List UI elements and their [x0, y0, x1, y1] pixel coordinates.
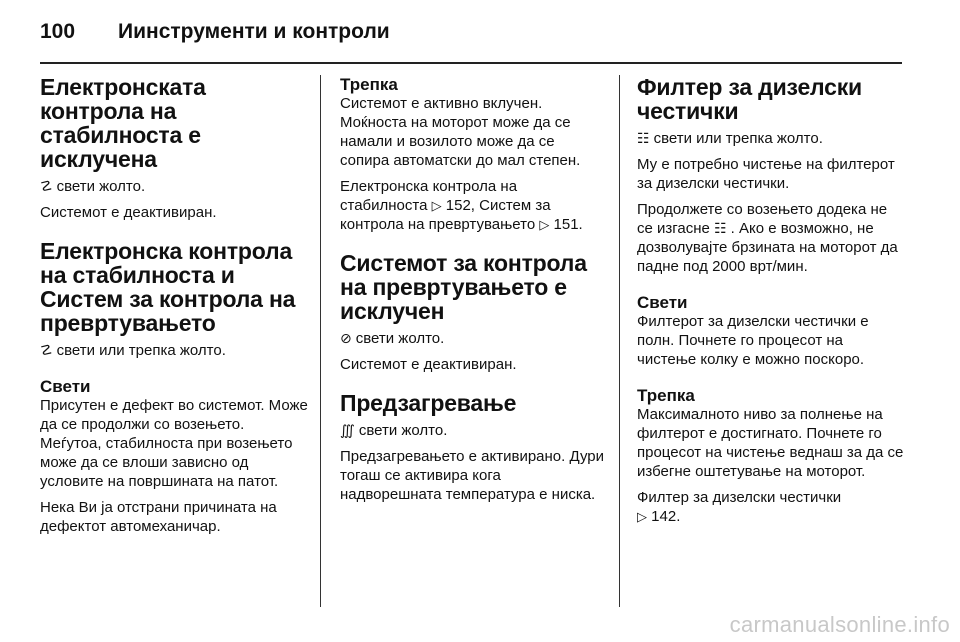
- chapter-title: Иинструменти и контроли: [118, 20, 390, 43]
- esc-off-icon: ☡: [40, 178, 53, 194]
- page-number: 100: [40, 20, 76, 43]
- dpf-max-desc: Максималното ниво за полнење на филтерот е достигнато. Почнете го процесот на чистење веднаш за да се избегне оштетување на моторот.: [637, 406, 904, 480]
- section-title-esc-off: Електронската контрола на стабилноста е исклучена: [40, 74, 206, 172]
- preheat-coil-icon: ∭: [340, 422, 355, 438]
- column-1: [40, 75, 308, 543]
- subheading-flashing: Трепка: [340, 75, 398, 94]
- subheading-flashing: Трепка: [637, 386, 695, 405]
- column-2: [340, 75, 606, 511]
- preheat-status: ∭ свети жолто.: [340, 422, 448, 439]
- page-reference-arrow-icon: ▷: [539, 217, 550, 232]
- subheading-on: Свети: [40, 377, 91, 396]
- esc-status: ☡ свети или трепка жолто.: [40, 342, 226, 359]
- rollover-off-status: ⊘ свети жолто.: [340, 330, 445, 347]
- cross-reference: Електронска контрола на стабилноста ▷ 152, Систем за контрола на превртувањето ▷ 151.: [340, 178, 583, 233]
- column-divider-1: [320, 75, 321, 607]
- fault-advice: Нека Ви ја отстрани причината на дефектот автомеханичар.: [40, 499, 277, 535]
- diesel-particle-filter-icon: ☷: [637, 130, 650, 146]
- page-reference-arrow-icon: ▷: [637, 509, 647, 524]
- subheading-on: Свети: [637, 293, 688, 312]
- header-rule: [40, 62, 902, 64]
- diesel-particle-filter-icon: ☷: [714, 220, 727, 236]
- esc-off-status: ☡ свети жолто.: [40, 178, 146, 195]
- dpf-status: ☷ свети или трепка жолто.: [637, 130, 823, 147]
- page-header: [40, 16, 390, 48]
- rollover-off-icon: ⊘: [340, 330, 352, 346]
- section-title-esc-rollover: Електронска контрола на стабилноста и Систем за контрола на превртувањето: [40, 238, 296, 336]
- section-title-rollover-off: Системот за контрола на превртувањето е исклучен: [340, 250, 587, 324]
- section-title-preheat: Предзагревање: [340, 390, 517, 416]
- column-divider-2: [619, 75, 620, 607]
- dpf-cross-reference: Филтер за дизелски честички ▷ 142.: [637, 489, 842, 525]
- esc-icon: ☡: [40, 342, 53, 358]
- watermark: carmanualsonline.info: [729, 612, 950, 637]
- column-3: [637, 75, 905, 533]
- preheat-desc: Предзагревањето е активирано. Дури тогаш се активира кога надворешната температура е ниска.: [340, 448, 605, 503]
- dpf-desc: Му е потребно чистење на филтерот за дизелски честички.: [637, 156, 895, 192]
- dpf-full-desc: Филтерот за дизелски честички е полн. Почнете го процесот на чистење колку е можно поскоро.: [637, 313, 869, 368]
- active-desc: Системот е активно вклучен. Моќноста на моторот може да се намали и возилото може да се сопира автоматски до мал степен.: [340, 95, 581, 169]
- rollover-off-desc: Системот е деактивиран.: [340, 356, 517, 373]
- page-reference-arrow-icon: ▷: [431, 198, 442, 213]
- dpf-instructions: Продолжете со возењето додека не се изгасне ☷ . Ако е возможно, не дозволувајте брзината на моторот да падне под 2000 врт/мин.: [637, 201, 898, 275]
- section-title-dpf: Филтер за дизелски честички: [637, 74, 862, 124]
- esc-off-desc: Системот е деактивиран.: [40, 204, 217, 221]
- fault-desc: Присутен е дефект во системот. Може да се продолжи со возењето. Меѓутоа, стабилноста при возењето може да се влоши зависно од условите на површината на патот.: [40, 397, 308, 490]
